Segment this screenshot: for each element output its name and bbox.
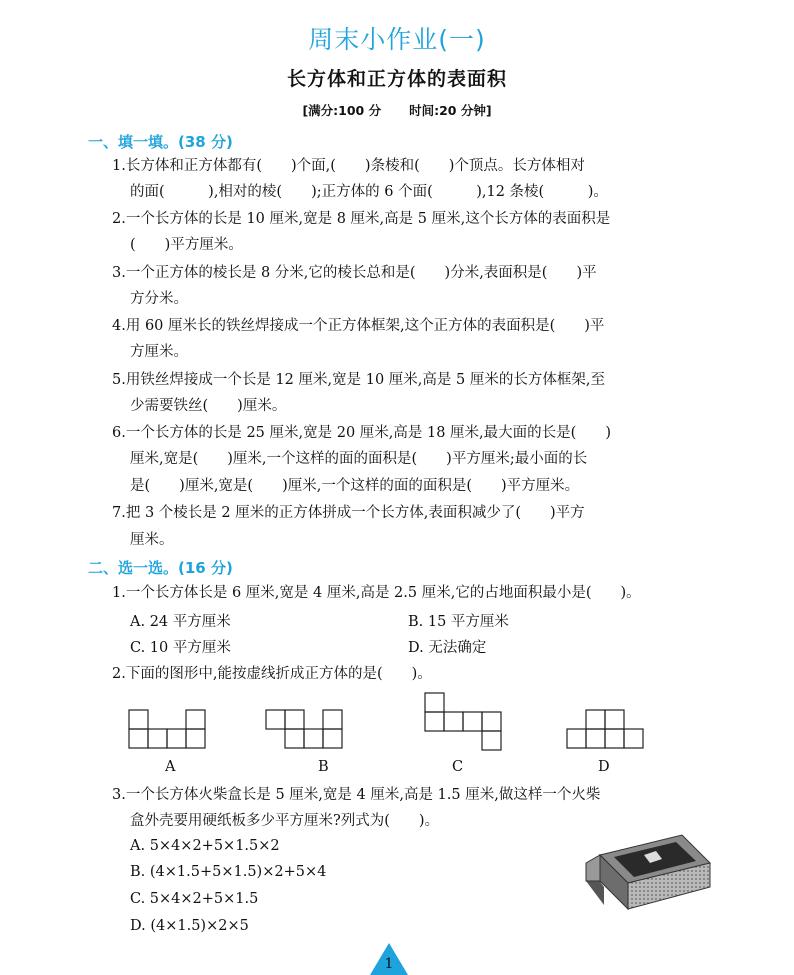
section2-heading: 二、选一选。(16 分)	[88, 559, 233, 577]
section1-line: 厘米,宽是( )厘米,一个这样的面的面积是( )平方厘米;最小面的长	[130, 451, 588, 467]
section1-line: 的面( ),相对的棱( );正方体的 6 个面( ),12 条棱( )。	[130, 184, 608, 200]
option-d: D. 无法确定	[408, 640, 487, 656]
section1-line: 4.用 60 厘米长的铁丝焊接成一个正方体框架,这个正方体的表面积是( )平	[112, 318, 605, 334]
net-label-a: A	[165, 759, 176, 775]
net-figure-d	[563, 706, 647, 752]
section1-line: 厘米。	[130, 532, 174, 548]
question-3: 3.一个长方体火柴盒长是 5 厘米,宽是 4 厘米,高是 1.5 厘米,做这样一个火柴	[112, 787, 601, 803]
section1-line: 6.一个长方体的长是 25 厘米,宽是 20 厘米,高是 18 厘米,最大面的长是( )	[112, 425, 611, 441]
net-figure-a	[125, 706, 210, 752]
q3-option-c: C. 5×4×2+5×1.5	[130, 891, 259, 907]
question-2: 2.下面的图形中,能按虚线折成正方体的是( )。	[112, 666, 432, 682]
net-label-c: C	[452, 759, 464, 775]
section1-heading: 一、填一填。(38 分)	[88, 133, 233, 151]
question-1: 1.一个长方体长是 6 厘米,宽是 4 厘米,高是 2.5 厘米,它的占地面积最小是( )。	[112, 585, 641, 601]
page-title: 周末小作业(一)	[308, 25, 486, 54]
section1-line: 2.一个长方体的长是 10 厘米,宽是 8 厘米,高是 5 厘米,这个长方体的表面积是	[112, 211, 611, 227]
matchbox-illustration	[578, 825, 714, 921]
net-label-d: D	[598, 759, 610, 775]
option-a: A. 24 平方厘米	[130, 614, 231, 630]
net-label-b: B	[318, 759, 329, 775]
q3-option-a: A. 5×4×2+5×1.5×2	[130, 838, 280, 854]
option-b: B. 15 平方厘米	[408, 614, 509, 630]
section1-line: 少需要铁丝( )厘米。	[130, 398, 287, 414]
section1-line: 方分米。	[130, 291, 188, 307]
option-c: C. 10 平方厘米	[130, 640, 231, 656]
score-time-info	[0, 101, 794, 119]
section1-line: 7.把 3 个棱长是 2 厘米的正方体拼成一个长方体,表面积减少了( )平方	[112, 505, 585, 521]
section1-line: ( )平方厘米。	[130, 237, 243, 253]
q3-option-d: D. (4×1.5)×2×5	[130, 918, 249, 934]
section1-line: 1.长方体和正方体都有( )个面,( )条棱和( )个顶点。长方体相对	[112, 158, 585, 174]
full-score: [满分:100 分	[302, 103, 382, 118]
section1-line: 3.一个正方体的棱长是 8 分米,它的棱长总和是( )分米,表面积是( )平	[112, 265, 597, 281]
time-limit: 时间:20 分钟]	[409, 103, 492, 118]
q3-option-b: B. (4×1.5+5×1.5)×2+5×4	[130, 864, 327, 880]
section1-line: 方厘米。	[130, 344, 188, 360]
page-number: 1	[384, 956, 394, 972]
net-figure-b	[262, 706, 354, 752]
net-figure-c	[421, 689, 511, 753]
section1-line: 5.用铁丝焊接成一个长是 12 厘米,宽是 10 厘米,高是 5 厘米的长方体框架,至	[112, 372, 605, 388]
question-3-cont: 盒外壳要用硬纸板多少平方厘米?列式为( )。	[130, 813, 440, 829]
section1-line: 是( )厘米,宽是( )厘米,一个这样的面的面积是( )平方厘米。	[130, 478, 580, 494]
page-subtitle: 长方体和正方体的表面积	[286, 68, 507, 90]
